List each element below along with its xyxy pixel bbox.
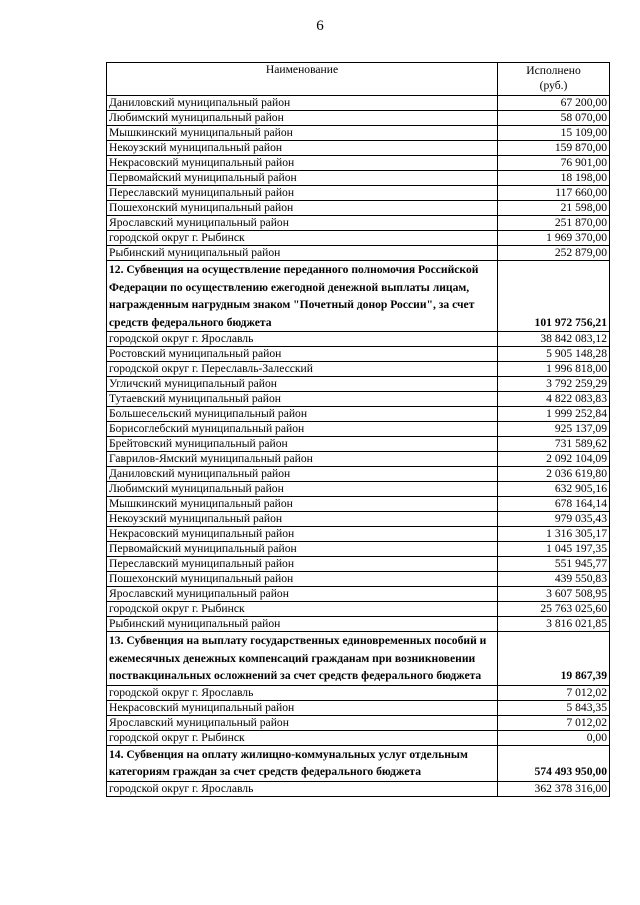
- row-name: Ярославский муниципальный район: [107, 587, 498, 602]
- row-name: Ярославский муниципальный район: [107, 216, 498, 231]
- table-row: [107, 246, 610, 261]
- row-name: Брейтовский муниципальный район: [107, 437, 498, 452]
- table-body: [107, 96, 610, 797]
- table-row: [107, 497, 610, 512]
- row-name: Мышкинский муниципальный район: [107, 497, 498, 512]
- row-value: 979 035,43: [498, 512, 610, 527]
- report-table: [106, 62, 610, 797]
- row-name: городской округ г. Ярославль: [107, 781, 498, 796]
- row-name: Первомайский муниципальный район: [107, 171, 498, 186]
- row-name: Первомайский муниципальный район: [107, 542, 498, 557]
- table-row: [107, 617, 610, 632]
- header-executed: [498, 63, 610, 96]
- row-name: городской округ г. Рыбинск: [107, 231, 498, 246]
- row-value: 251 870,00: [498, 216, 610, 231]
- row-name: Даниловский муниципальный район: [107, 467, 498, 482]
- page-number: 6: [316, 18, 324, 34]
- row-name: Мышкинский муниципальный район: [107, 126, 498, 141]
- row-name: Даниловский муниципальный район: [107, 96, 498, 111]
- row-name: Пошехонский муниципальный район: [107, 201, 498, 216]
- table-row: [107, 201, 610, 216]
- table-row: [107, 377, 610, 392]
- row-value: 2 092 104,09: [498, 452, 610, 467]
- row-value: 18 198,00: [498, 171, 610, 186]
- row-name: Рыбинский муниципальный район: [107, 617, 498, 632]
- section-title: 14. Субвенция на оплату жилищно-коммунальных услуг отдельным категориям граждан за счет средств федерального бюджета: [107, 745, 498, 781]
- table-row: [107, 587, 610, 602]
- row-name: Некоузский муниципальный район: [107, 141, 498, 156]
- row-value: 2 036 619,80: [498, 467, 610, 482]
- row-name: Переславский муниципальный район: [107, 557, 498, 572]
- table-row: [107, 542, 610, 557]
- table-row: [107, 437, 610, 452]
- table-row: [107, 482, 610, 497]
- section-total: 574 493 950,00: [498, 745, 610, 781]
- row-value: 7 012,02: [498, 685, 610, 700]
- row-name: городской округ г. Ярославль: [107, 685, 498, 700]
- row-value: 4 822 083,83: [498, 392, 610, 407]
- table-row: [107, 422, 610, 437]
- row-value: 0,00: [498, 730, 610, 745]
- header-executed-line2: (руб.): [539, 79, 568, 92]
- row-value: 3 607 508,95: [498, 587, 610, 602]
- row-name: Любимский муниципальный район: [107, 482, 498, 497]
- row-name: Некрасовский муниципальный район: [107, 527, 498, 542]
- header-executed-line1: Исполнено: [526, 64, 581, 77]
- table-row: [107, 126, 610, 141]
- table-header-row: [107, 63, 610, 96]
- row-name: Гаврилов-Ямский муниципальный район: [107, 452, 498, 467]
- section-total: 101 972 756,21: [498, 261, 610, 332]
- table-row: [107, 171, 610, 186]
- row-value: 1 999 252,84: [498, 407, 610, 422]
- section-row: [107, 745, 610, 781]
- table-row: [107, 141, 610, 156]
- section-total: 19 867,39: [498, 632, 610, 686]
- row-value: 25 763 025,60: [498, 602, 610, 617]
- row-value: 632 905,16: [498, 482, 610, 497]
- row-name: Ростовский муниципальный район: [107, 347, 498, 362]
- row-value: 21 598,00: [498, 201, 610, 216]
- table-row: [107, 572, 610, 587]
- section-title: 12. Субвенция на осуществление переданного полномочия Российской Федерации по осуществлению ежегодной денежной выплаты лицам, награжденным нагрудным знаком "Почетный донор России", за счет средств федерального бюджета: [107, 261, 498, 332]
- table-row: [107, 512, 610, 527]
- table-row: [107, 231, 610, 246]
- row-name: Некрасовский муниципальный район: [107, 700, 498, 715]
- table-row: [107, 685, 610, 700]
- row-value: 15 109,00: [498, 126, 610, 141]
- row-value: 731 589,62: [498, 437, 610, 452]
- row-value: 439 550,83: [498, 572, 610, 587]
- row-name: Пошехонский муниципальный район: [107, 572, 498, 587]
- row-value: 3 792 259,29: [498, 377, 610, 392]
- row-name: Большесельский муниципальный район: [107, 407, 498, 422]
- table-row: [107, 557, 610, 572]
- row-value: 1 996 818,00: [498, 362, 610, 377]
- header-name: Наименование: [107, 63, 498, 96]
- row-value: 678 164,14: [498, 497, 610, 512]
- row-name: городской округ г. Ярославль: [107, 332, 498, 347]
- table-row: [107, 392, 610, 407]
- row-name: Переславский муниципальный район: [107, 186, 498, 201]
- row-value: 5 905 148,28: [498, 347, 610, 362]
- row-value: 58 070,00: [498, 111, 610, 126]
- section-row: [107, 261, 610, 332]
- row-value: 117 660,00: [498, 186, 610, 201]
- table-row: [107, 452, 610, 467]
- row-value: 1 316 305,17: [498, 527, 610, 542]
- table-row: [107, 332, 610, 347]
- row-value: 925 137,09: [498, 422, 610, 437]
- row-value: 7 012,02: [498, 715, 610, 730]
- row-value: 3 816 021,85: [498, 617, 610, 632]
- row-value: 551 945,77: [498, 557, 610, 572]
- row-value: 1 045 197,35: [498, 542, 610, 557]
- row-name: Борисоглебский муниципальный район: [107, 422, 498, 437]
- row-value: 76 901,00: [498, 156, 610, 171]
- table-row: [107, 715, 610, 730]
- table-row: [107, 186, 610, 201]
- table-row: [107, 407, 610, 422]
- row-name: Некрасовский муниципальный район: [107, 156, 498, 171]
- row-name: Угличский муниципальный район: [107, 377, 498, 392]
- table-row: [107, 216, 610, 231]
- table-row: [107, 700, 610, 715]
- row-name: Любимский муниципальный район: [107, 111, 498, 126]
- row-name: городской округ г. Переславль-Залесский: [107, 362, 498, 377]
- row-value: 5 843,35: [498, 700, 610, 715]
- row-name: городской округ г. Рыбинск: [107, 730, 498, 745]
- table-row: [107, 96, 610, 111]
- table-row: [107, 527, 610, 542]
- row-value: 252 879,00: [498, 246, 610, 261]
- row-value: 362 378 316,00: [498, 781, 610, 796]
- row-value: 38 842 083,12: [498, 332, 610, 347]
- row-value: 67 200,00: [498, 96, 610, 111]
- table-row: [107, 156, 610, 171]
- row-name: Ярославский муниципальный район: [107, 715, 498, 730]
- table-row: [107, 347, 610, 362]
- row-value: 159 870,00: [498, 141, 610, 156]
- section-title: 13. Субвенция на выплату государственных единовременных пособий и ежемесячных денежных компенсаций гражданам при возникновении поствакцинальных осложнений за счет средств федерального бюджета: [107, 632, 498, 686]
- table-row: [107, 362, 610, 377]
- table-row: [107, 781, 610, 796]
- table-row: [107, 730, 610, 745]
- table-row: [107, 467, 610, 482]
- row-name: Некоузский муниципальный район: [107, 512, 498, 527]
- row-name: городской округ г. Рыбинск: [107, 602, 498, 617]
- section-row: [107, 632, 610, 686]
- row-name: Рыбинский муниципальный район: [107, 246, 498, 261]
- row-value: 1 969 370,00: [498, 231, 610, 246]
- table-row: [107, 602, 610, 617]
- table-row: [107, 111, 610, 126]
- row-name: Тутаевский муниципальный район: [107, 392, 498, 407]
